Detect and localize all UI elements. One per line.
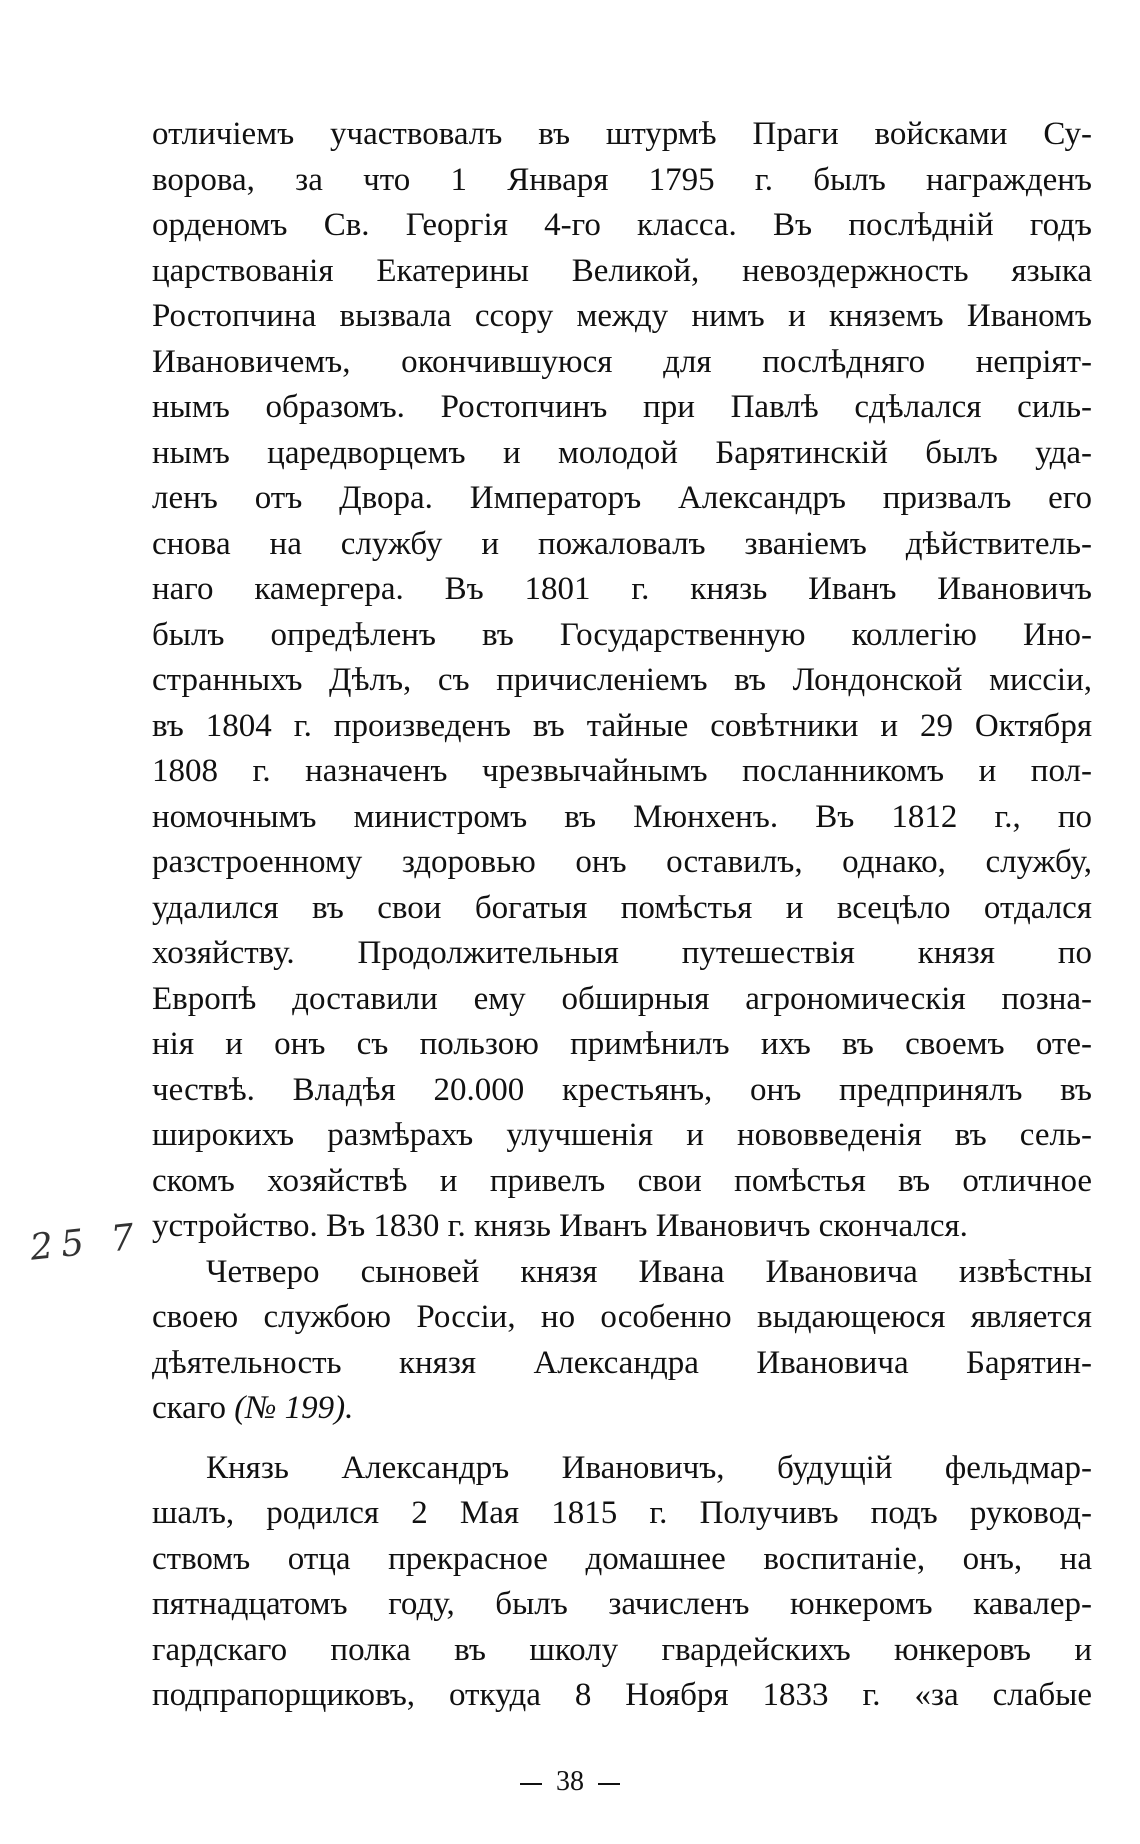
text-line: нія и онъ съ пользою примѣнилъ ихъ въ своемъ оте- [152, 1026, 1092, 1062]
text-line: Европѣ доставили ему обширныя агрономическія позна- [152, 980, 1092, 1017]
text-line: ворова, за что 1 Января 1795 г. былъ награжденъ [152, 161, 1092, 198]
cross-reference: (№ 199). [234, 1390, 354, 1426]
text-line: нымъ царедворцемъ и молодой Барятинскій былъ уда- [152, 434, 1092, 471]
text-line: 1808 г. назначенъ чрезвычайнымъ посланникомъ и пол- [152, 753, 1092, 789]
paragraph-gap [152, 1432, 1092, 1446]
text-line: своею службою Россіи, но особенно выдающеюся является [152, 1299, 1092, 1335]
paragraph-3 [152, 1446, 1092, 1719]
dash-left [520, 1783, 542, 1785]
text-line: орденомъ Св. Георгія 4-го класса. Въ послѣдній годъ [152, 207, 1092, 243]
text-line: странныхъ Дѣлъ, съ причисленіемъ въ Лондонской миссіи, [152, 662, 1092, 698]
text-line: снова на службу и пожаловалъ званіемъ дѣйствитель- [152, 525, 1092, 562]
text-line [152, 1386, 1092, 1432]
text-line: царствованія Екатерины Великой, невоздержность языка [152, 252, 1092, 289]
text-line: подпрапорщиковъ, откуда 8 Ноября 1833 г. «за слабые [152, 1677, 1092, 1713]
text-line: пятнадцатомъ году, былъ зачисленъ юнкеромъ кавалер- [152, 1586, 1092, 1622]
text-line: наго камергера. Въ 1801 г. князь Иванъ Ивановичъ [152, 571, 1092, 607]
text-line: Князь Александръ Ивановичъ, будущій фельдмар- [206, 1449, 1092, 1486]
text-line: отличіемъ участвовалъ въ штурмѣ Праги войсками Су- [152, 116, 1092, 152]
text-line: скомъ хозяйствѣ и привелъ свои помѣстья въ отличное [152, 1162, 1092, 1199]
text-line: шалъ, родился 2 Мая 1815 г. Получивъ подъ руковод- [152, 1495, 1092, 1531]
text-line: ствомъ отца прекрасное домашнее воспитаніе, онъ, на [152, 1540, 1092, 1577]
text-line: широкихъ размѣрахъ улучшенія и нововведенія въ сель- [152, 1117, 1092, 1153]
text-line: чествѣ. Владѣя 20.000 крестьянъ, онъ предпринялъ въ [152, 1071, 1092, 1108]
text-line: Ивановичемъ, окончившуюся для послѣдняго непріят- [152, 343, 1092, 380]
text-line: въ 1804 г. произведенъ въ тайные совѣтники и 29 Октября [152, 707, 1092, 744]
paragraph-2 [152, 1250, 1092, 1432]
page-number-value: 38 [556, 1766, 584, 1797]
text-line: былъ опредѣленъ въ Государственную коллегію Ино- [152, 616, 1092, 653]
text-line: гардскаго полка въ школу гвардейскихъ юнкеровъ и [152, 1631, 1092, 1668]
text-line: удалился въ свои богатыя помѣстья и всецѣло отдался [152, 889, 1092, 926]
text-line: разстроенному здоровью онъ оставилъ, однако, службу, [152, 844, 1092, 880]
body-text [152, 112, 1092, 1719]
text-line: ленъ отъ Двора. Императоръ Александръ призвалъ его [152, 480, 1092, 516]
text-line: Четверо сыновей князя Ивана Ивановича извѣстны [206, 1253, 1092, 1290]
text-line: Ростопчина вызвала ссору между нимъ и княземъ Иваномъ [152, 298, 1092, 334]
text-line-content: скаго [152, 1390, 235, 1426]
text-line: номочнымъ министромъ въ Мюнхенъ. Въ 1812 г., по [152, 798, 1092, 835]
paragraph-1 [152, 112, 1092, 1250]
dash-right [598, 1783, 620, 1785]
text-line: нымъ образомъ. Ростопчинъ при Павлѣ сдѣлался силь- [152, 389, 1092, 425]
text-line: хозяйству. Продолжительныя путешествія князя по [152, 935, 1092, 971]
handwritten-margin-note: 25 7 [28, 1216, 144, 1269]
text-line: дѣятельность князя Александра Ивановича Барятин- [152, 1344, 1092, 1381]
text-line: устройство. Въ 1830 г. князь Иванъ Ивановичъ скончался. [152, 1208, 968, 1244]
page-number [0, 1766, 1140, 1798]
